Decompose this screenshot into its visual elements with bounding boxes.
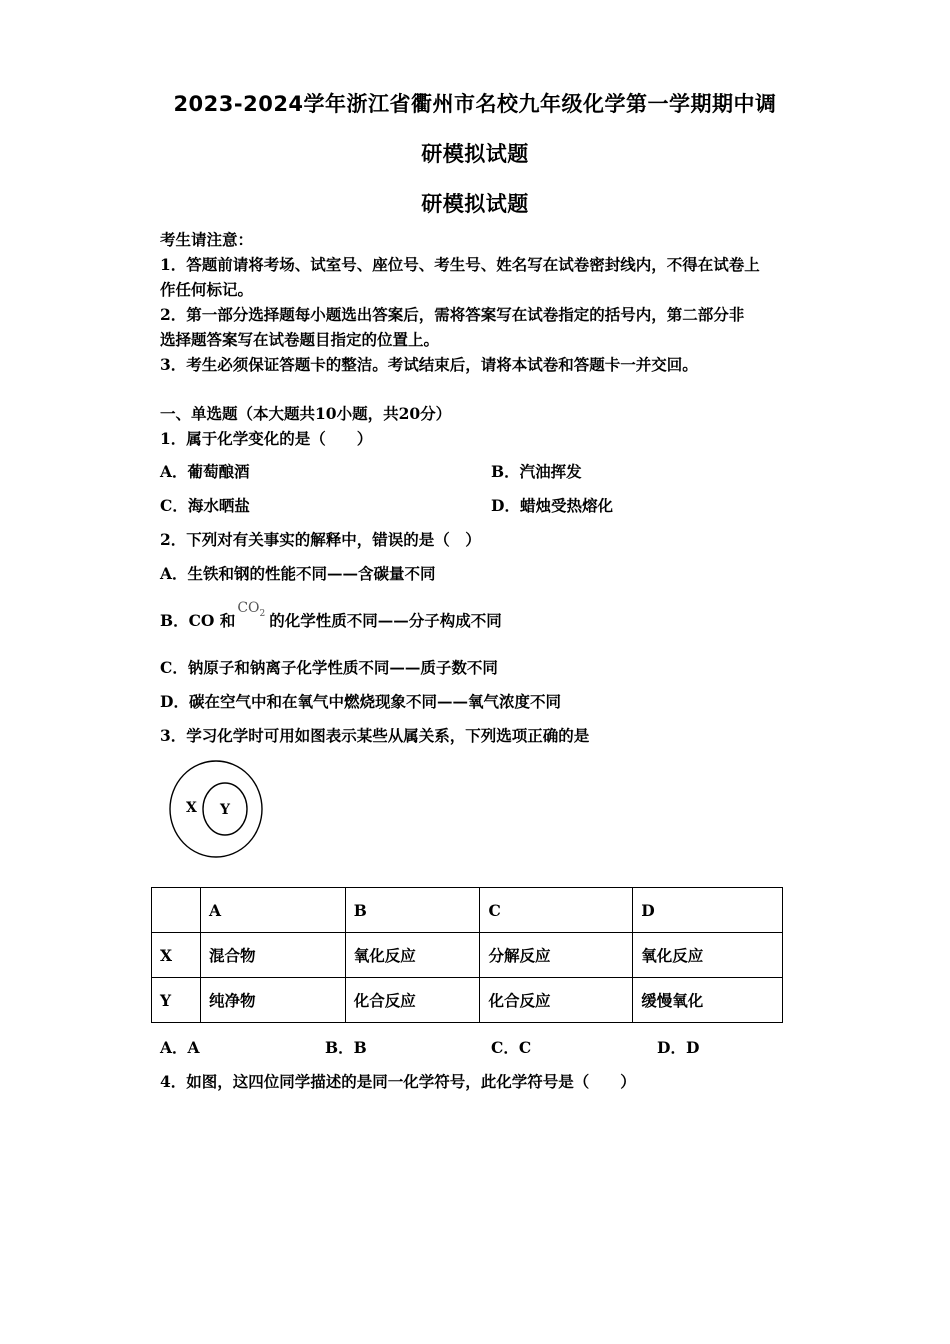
table-cell: 化合反应 xyxy=(480,978,633,1023)
outer-circle-x xyxy=(170,761,262,857)
q4-stem: 4．如图，这四位同学描述的是同一化学符号，此化学符号是（ ） xyxy=(160,1072,636,1091)
q1-option-c: C．海水晒盐 xyxy=(160,496,250,515)
exam-title-line-2: 研模拟试题 xyxy=(421,142,529,166)
table-cell: 氧化反应 xyxy=(633,933,783,978)
table-cell: 化合反应 xyxy=(345,978,480,1023)
q2-option-a: A．生铁和钢的性能不同——含碳量不同 xyxy=(160,564,436,583)
exam-title-line-1: 2023-2024学年浙江省衢州市名校九年级化学第一学期期中调 xyxy=(173,92,777,116)
label-y: Y xyxy=(220,802,230,818)
exam-title-line-3: 研模拟试题 xyxy=(421,192,529,216)
q1-option-a: A．葡萄酿酒 xyxy=(160,462,250,481)
notice-item-2: 2．第一部分选择题每小题选出答案后，需将答案写在试卷指定的括号内，第二部分非 xyxy=(160,305,745,324)
q3-table xyxy=(151,887,783,1023)
table-cell: 纯净物 xyxy=(200,978,345,1023)
q1-stem: 1．属于化学变化的是（ ） xyxy=(160,429,373,448)
table-cell: A xyxy=(200,888,345,933)
notice-item-1: 1．答题前请将考场、试室号、座位号、考生号、姓名写在试卷密封线内，不得在试卷上 xyxy=(160,255,760,274)
co2-formula: $CO_2$ xyxy=(237,600,266,619)
q3-option-c: C．C xyxy=(491,1038,532,1057)
table-row xyxy=(152,978,783,1023)
table-cell: 缓慢氧化 xyxy=(633,978,783,1023)
q2-stem: 2．下列对有关事实的解释中，错误的是（ ） xyxy=(160,530,481,549)
section-heading: 一、单选题（本大题共10小题，共20分） xyxy=(160,404,452,423)
table-cell: B xyxy=(345,888,480,933)
q3-option-a: A．A xyxy=(160,1038,200,1057)
label-x: X xyxy=(186,800,197,816)
table-cell: X xyxy=(152,933,201,978)
q3-option-b: B．B xyxy=(325,1038,367,1057)
table-header-row xyxy=(152,888,783,933)
q3-stem: 3．学习化学时可用如图表示某些从属关系，下列选项正确的是 xyxy=(160,726,590,745)
notice-heading: 考生请注意： xyxy=(160,230,254,249)
table-cell xyxy=(152,888,201,933)
q1-option-b: B．汽油挥发 xyxy=(491,462,582,481)
table-row xyxy=(152,933,783,978)
notice-item-2-cont: 选择题答案写在试卷题目指定的位置上。 xyxy=(160,330,440,349)
q2-option-b-prefix: B．CO 和 xyxy=(160,611,236,630)
q2-option-c: C．钠原子和钠离子化学性质不同——质子数不同 xyxy=(160,658,498,677)
table-cell: 分解反应 xyxy=(480,933,633,978)
venn-diagram xyxy=(166,758,266,862)
q1-option-d: D．蜡烛受热熔化 xyxy=(491,496,613,515)
q2-option-b xyxy=(160,600,502,633)
q3-option-d: D．D xyxy=(657,1038,700,1057)
notice-item-1-cont: 作任何标记。 xyxy=(160,280,254,299)
table-cell: Y xyxy=(152,978,201,1023)
table-cell: 混合物 xyxy=(200,933,345,978)
table-cell: C xyxy=(480,888,633,933)
table-cell: D xyxy=(633,888,783,933)
table-cell: 氧化反应 xyxy=(345,933,480,978)
notice-item-3: 3．考生必须保证答题卡的整洁。考试结束后，请将本试卷和答题卡一并交回。 xyxy=(160,355,698,374)
q2-option-b-suffix: 的化学性质不同——分子构成不同 xyxy=(269,611,502,630)
q2-option-d: D．碳在空气中和在氧气中燃烧现象不同——氧气浓度不同 xyxy=(160,692,561,711)
